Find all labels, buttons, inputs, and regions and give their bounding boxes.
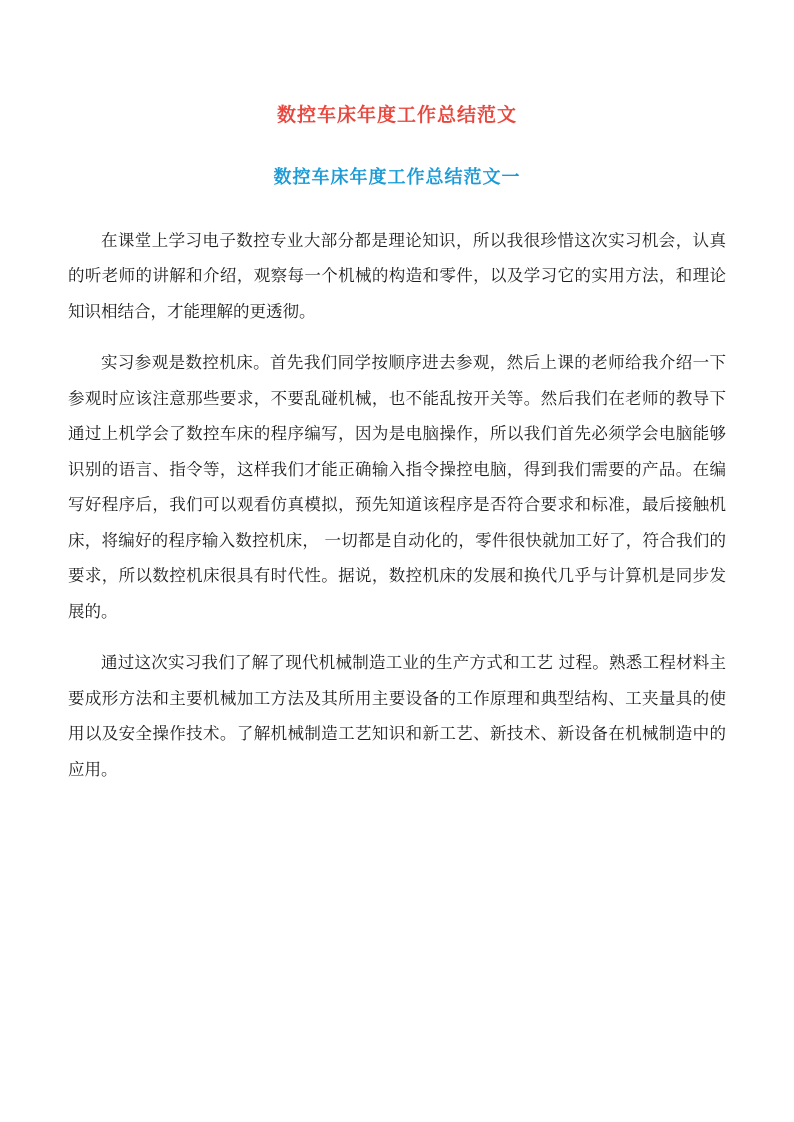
body-paragraph: 在课堂上学习电子数控专业大部分都是理论知识，所以我很珍惜这次实习机会，认真的听老师的讲解和介绍，观察每一个机械的构造和零件，以及学习它的实用方法，和理论知识相结合，才能理解的更透彻。 (68, 231, 726, 321)
section-subtitle: 数控车床年度工作总结范文一 (273, 167, 521, 188)
body-paragraph: 实习参观是数控机床。首先我们同学按顺序进去参观，然后上课的老师给我介绍一下参观时应该注意那些要求，不要乱碰机械，也不能乱按开关等。然后我们在老师的教导下通过上机学会了数控车床的程序编写，因为是电脑操作，所以我们首先必须学会电脑能够识别的语言、指令等，这样我们才能正确输入指令操控电脑，得到我们需要的产品。在编写好程序后，我们可以观看仿真模拟，预先知道该程序是否符合要求和标准，最后接触机床，将编好的程序输入数控机床， 一切都是自动化的，零件很快就加工好了，符合我们的要求，所以数控机床很具有时代性。据说，数控机床的发展和换代几乎与计算机是同步发展的。 (68, 353, 726, 621)
page-title: 数控车床年度工作总结范文 (276, 104, 517, 126)
body-paragraph: 通过这次实习我们了解了现代机械制造工业的生产方式和工艺 过程。熟悉工程材料主要成形方法和主要机械加工方法及其所用主要设备的工作原理和典型结构、工夹量具的使用以及安全操作技术。了解机械制造工艺知识和新工艺、新技术、新设备在机械制造中的应用。 (68, 653, 726, 779)
